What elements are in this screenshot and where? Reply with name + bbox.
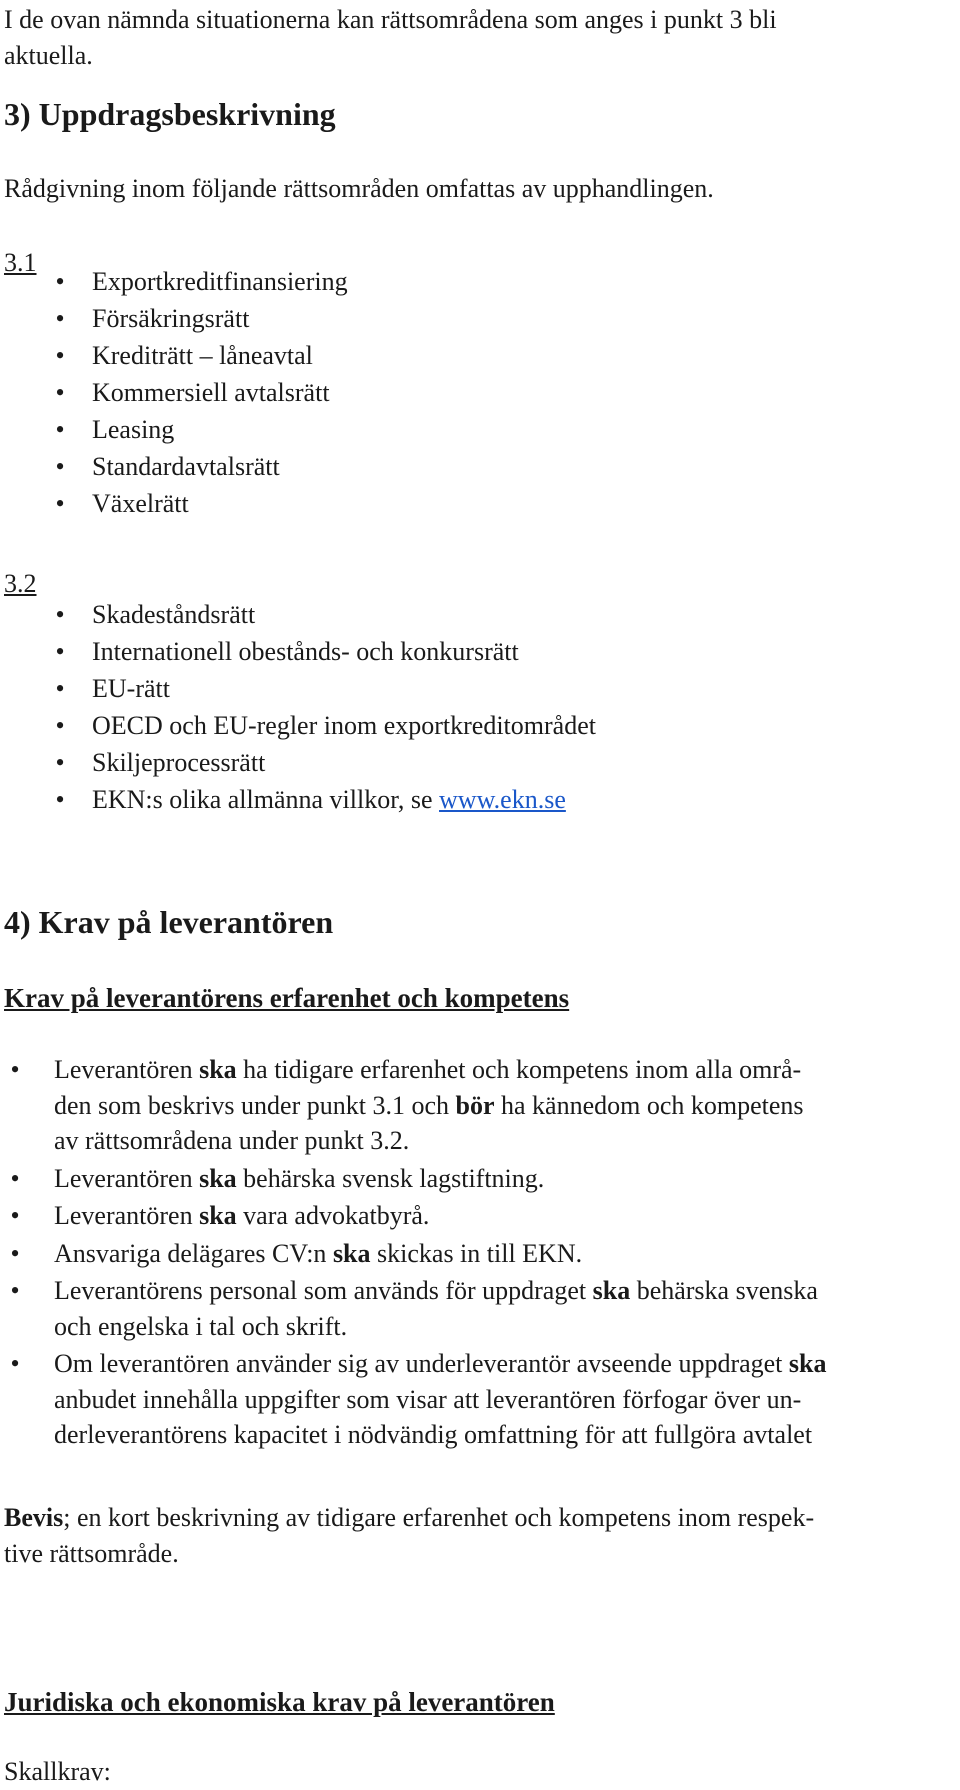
bullet-icon: • [55,711,65,740]
list-item: • Leverantören ska vara advokatbyrå. [4,1198,950,1234]
list-item: • Leverantören ska behärska svensk lagstiftning. [4,1161,950,1197]
list-item: • EKN:s olika allmänna villkor, se www.ekn.se [4,781,596,818]
bullet-icon: • [55,785,65,814]
subsection-3-1-list [4,263,348,522]
section-3-lead: Rådgivning inom följande rättsområden omfattas av upphandlingen. [4,174,714,203]
list-item: • Krediträtt – låneavtal [4,337,348,374]
bullet-icon: • [10,1238,20,1268]
list-item: • Leverantörens personal som används för uppdraget ska behärska svenska och engelska i tal och skrift. [4,1273,950,1344]
requirements-list [4,1052,950,1455]
experience-subheading: Krav på leverantörens erfarenhet och kompetens [4,983,570,1013]
list-item: • Exportkreditfinansiering [4,263,348,300]
list-item: • Leasing [4,411,348,448]
intro-paragraph [4,2,777,74]
bullet-icon: • [55,489,65,518]
bullet-icon: • [55,674,65,703]
section-3-heading: 3) Uppdragsbeskrivning [4,96,336,132]
list-item: • Ansvariga delägares CV:n ska skickas in till EKN. [4,1236,950,1272]
evidence-paragraph: Bevis; en kort beskrivning av tidigare erfarenhet och kompetens inom respek- tive rättsområde. [4,1503,815,1568]
bullet-icon: • [55,637,65,666]
list-item: • Skadeståndsrätt [4,596,596,633]
bullet-icon: • [55,304,65,333]
legal-economic-subheading: Juridiska och ekonomiska krav på leverantören [4,1687,555,1717]
must-requirements-label: Skallkrav: [4,1757,111,1786]
list-item: • Standardavtalsrätt [4,448,348,485]
evidence-label: Bevis [4,1503,64,1532]
subsection-3-2-number: 3.2 [4,569,37,598]
intro-line-1: I de ovan nämnda situationerna kan rättsområdena som anges i punkt 3 bli [4,5,777,34]
bullet-icon: • [10,1055,20,1084]
bullet-icon: • [55,748,65,777]
subsection-3-2-list [4,596,596,818]
list-item: • Skiljeprocessrätt [4,744,596,781]
bullet-icon: • [10,1201,20,1230]
list-item: • Internationell obestånds- och konkursrätt [4,633,596,670]
bullet-icon: • [55,600,65,629]
list-item: • Leverantören ska ha tidigare erfarenhet och kompetens inom alla områ- den som beskrivs under punkt 3.1 och bör ha kännedom och kompetens av rättsområdena under punkt 3.2. [4,1052,950,1159]
list-item: • Växelrätt [4,485,348,522]
section-4-heading: 4) Krav på leverantören [4,904,334,940]
bullet-icon: • [10,1349,20,1378]
bullet-icon: • [55,378,65,407]
bullet-icon: • [55,415,65,444]
list-item: • Kommersiell avtalsrätt [4,374,348,411]
list-item: • Försäkringsrätt [4,300,348,337]
bullet-icon: • [55,341,65,370]
bullet-icon: • [55,452,65,481]
ekn-website-link[interactable]: www.ekn.se [439,785,566,814]
bullet-icon: • [10,1276,20,1305]
list-item: • Om leverantören använder sig av underleverantör avseende uppdraget ska anbudet innehålla uppgifter som visar att leverantören förfogar över un- derleverantörens kapacitet i nödvändig omfattning för att fullgöra avtalet [4,1346,950,1453]
bullet-icon: • [10,1163,20,1193]
bullet-icon: • [55,267,65,296]
intro-line-2: aktuella. [4,41,93,70]
list-item: • OECD och EU-regler inom exportkreditområdet [4,707,596,744]
subsection-3-1-number: 3.1 [4,248,37,277]
list-item: • EU-rätt [4,670,596,707]
